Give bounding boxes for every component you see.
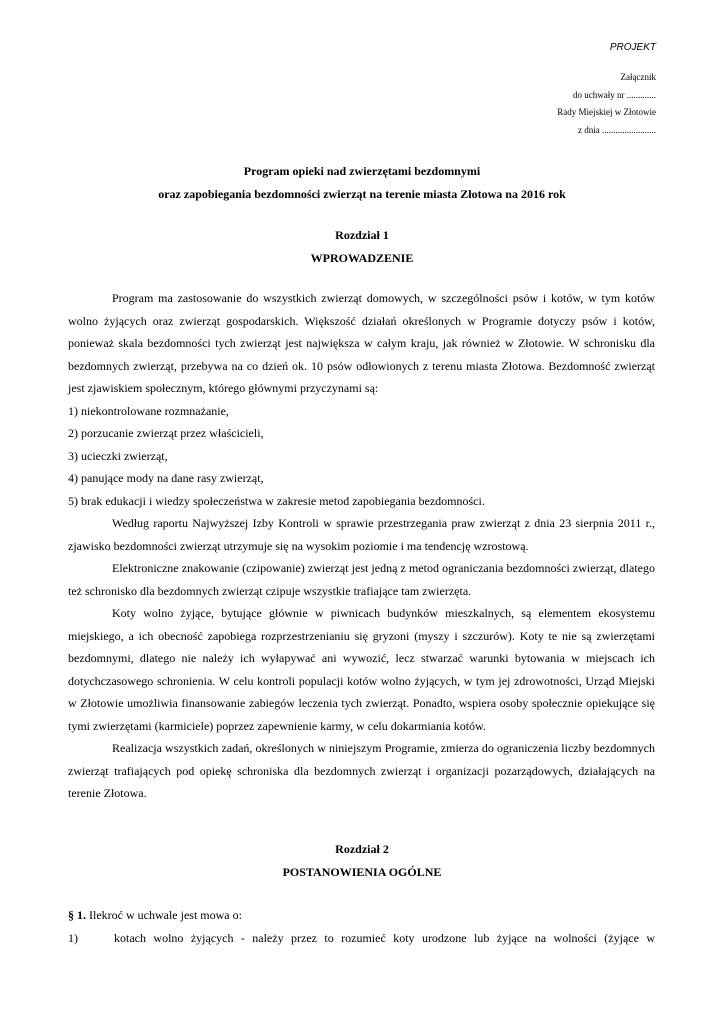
intro-paragraph-4: Koty wolno żyjące, bytujące głównie w piwnicach budynków mieszkalnych, są elementem ekosystemu miejskiego, a ich obecność zapobiega rozprzestrzenianiu się gryzoni (myszy i szczurów). Koty te nie są zwierzętami bezdomnymi, dlatego nie należy ich wyłapywać ani wywozić, lecz stwarzać warunki bytowania w miejscach ich dotychczasowego schronienia. W celu kontroli populacji kotów wolno żyjących, w tym jej zdrowotności, Urząd Miejski w Złotowie umożliwia finansowanie zabiegów leczenia tych zwierząt. Ponadto, wspiera osoby społecznie opiekujące się tymi zwierzętami (karmiciele) poprzez zapewnienie karmy, w celu dokarmiania kotów. [68,606,655,733]
title-line-2: oraz zapobiegania bezdomności zwierząt na terenie miasta Złotowa na 2016 rok [158,187,566,201]
title-line-1: Program opieki nad zwierzętami bezdomnymi [243,164,481,178]
section-1-intro [68,904,655,927]
annex-reference [557,69,656,139]
chapter-2-name: POSTANOWIENIA OGÓLNE [282,865,442,879]
definition-item-1-text: kotach wolno żyjących - należy przez to rozumieć koty urodzone lub żyjące na wolności (żyjące w [114,930,655,945]
chapter-2-heading [0,838,724,884]
section-1 [68,904,655,949]
chapter-1-number: Rozdział 1 [335,228,389,242]
draft-label: PROJEKT [609,42,656,53]
definition-item-1-number: 1) [68,930,78,945]
chapter-1-name: WPROWADZENIE [310,251,414,265]
chapter-2-number: Rozdział 2 [335,842,389,856]
cause-item-1: 1) niekontrolowane rozmnażanie, [68,403,229,418]
section-1-text: Ilekroć w uchwale jest mowa o: [86,908,242,922]
annex-line: Załącznik [620,72,656,82]
cause-item-3: 3) ucieczki zwierząt, [68,448,168,463]
chapter-1-heading [0,224,724,270]
annex-line: do uchwały nr ............. [573,89,656,100]
introduction-body [68,287,655,805]
definition-item-1 [68,927,655,950]
cause-item-2: 2) porzucanie zwierząt przez właścicieli, [68,426,264,440]
cause-item-5: 5) brak edukacji i wiedzy społeczeństwa w zakresie metod zapobiegania bezdomności. [68,493,485,508]
intro-paragraph-2: Według raportu Najwyższej Izby Kontroli w sprawie przestrzegania praw zwierząt z dnia 23 sierpnia 2011 r., zjawisko bezdomności zwierząt utrzymuje się na wysokim poziomie i ma tendencję wzrostową. [68,516,655,553]
intro-paragraph-5: Realizacja wszystkich zadań, określonych w niniejszym Programie, zmierza do ograniczenia liczby bezdomnych zwierząt trafiających pod opiekę schroniska dla bezdomnych zwierząt i organizacji pozarządowych, działających na terenie Złotowa. [68,741,655,800]
annex-line: Rady Miejskiej w Złotowie [557,107,656,117]
intro-paragraph-3: Elektroniczne znakowanie (czipowanie) zwierząt jest jedną z metod ograniczania bezdomności zwierząt, dlatego też schronisko dla bezdomnych zwierząt czipuje wszystkie trafiające tam zwierzęta. [68,561,655,598]
intro-paragraph-1: Program ma zastosowanie do wszystkich zwierząt domowych, w szczególności psów i kotów, w tym kotów wolno żyjących oraz zwierząt gospodarskich. Większość działań określonych w Programie dotyczy psów i kotów, ponieważ skala bezdomności tych zwierząt jest największa w całym kraju, jak również w Złotowie. W schronisku dla bezdomnych zwierząt, przebywa na co dzień ok. 10 psów odłowionych z terenu miasta Złotowa. Bezdomność zwierząt jest zjawiskiem społecznym, którego głównymi przyczynami są: [68,291,655,395]
document-title [0,160,724,206]
section-1-label: § 1. [68,908,86,922]
cause-item-4: 4) panujące mody na dane rasy zwierząt, [68,471,264,485]
annex-line: z dnia ........................ [578,124,656,135]
